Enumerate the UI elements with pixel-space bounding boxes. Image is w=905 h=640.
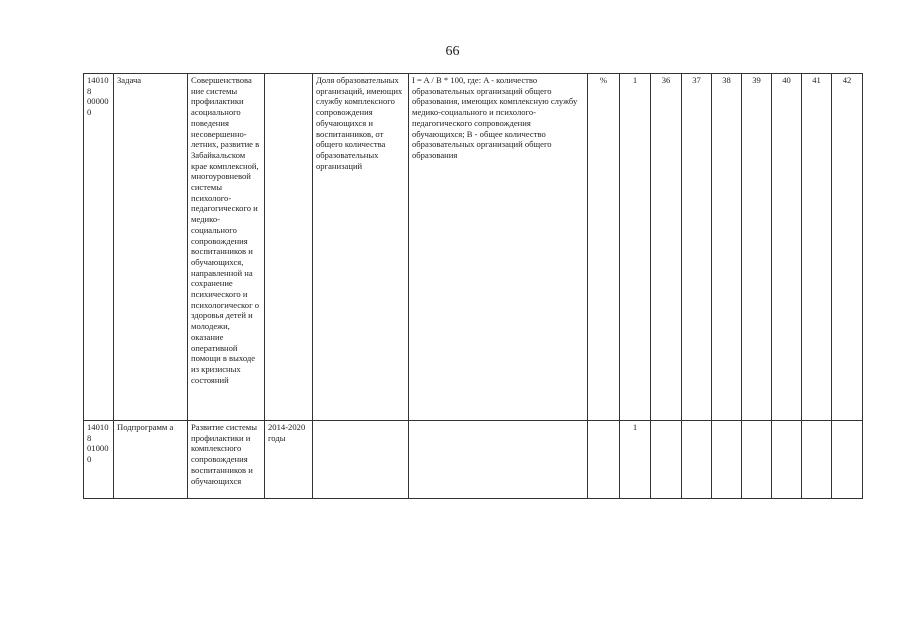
row-type-cell: Задача — [114, 74, 188, 421]
table-row — [84, 421, 863, 499]
row-period-cell: 2014-2020 годы — [265, 421, 313, 499]
indicators-table — [83, 73, 863, 499]
row-type-cell: Подпрограмм а — [114, 421, 188, 499]
row-value-cell: 40 — [772, 74, 802, 421]
row-value-cell: 38 — [712, 74, 742, 421]
row-value-cell — [832, 421, 863, 499]
row-value-cell: 1 — [620, 421, 651, 499]
row-indicator-cell: Доля образовательных организаций, имеющих службу комплексного сопровождения обучающихся и воспитанников, от общего количества образовательных организаций — [313, 74, 409, 421]
row-value-cell: 1 — [620, 74, 651, 421]
row-value-cell: 39 — [742, 74, 772, 421]
row-value-cell — [712, 421, 742, 499]
row-indicator-cell — [313, 421, 409, 499]
row-period-cell — [265, 74, 313, 421]
row-value-cell — [802, 421, 832, 499]
table-row — [84, 74, 863, 421]
row-value-cell: 36 — [651, 74, 682, 421]
row-value-cell: 42 — [832, 74, 863, 421]
row-name-cell: Совершенствова ние системы профилактики асоциального поведения несовершенно-летних, развитие в Забайкальском крае комплексной, многоуровневой системы психолого-педагогического и медико-социального сопровождения воспитанников и обучающихся, направленной на сохранение психического и психологическог о здоровья детей и молодежи, оказание оперативной помощи в выходе из кризисных состояний — [188, 74, 265, 421]
row-formula-cell — [409, 421, 588, 499]
row-value-cell: 37 — [682, 74, 712, 421]
row-code-cell: 140108 010000 — [84, 421, 114, 499]
row-code-cell: 140108 000000 — [84, 74, 114, 421]
row-value-cell — [742, 421, 772, 499]
page-number: 66 — [445, 44, 460, 59]
row-unit-cell — [588, 421, 620, 499]
row-value-cell — [682, 421, 712, 499]
row-unit-cell: % — [588, 74, 620, 421]
row-value-cell — [651, 421, 682, 499]
row-value-cell — [772, 421, 802, 499]
row-formula-cell: I = A / B * 100, где: A - количество образовательных организаций общего образования, имеющих комплексную службу медико-социального и психолого-педагогического сопровождения обучающихся; B - общее количество образовательных организаций общего образования — [409, 74, 588, 421]
row-name-cell: Развитие системы профилактики и комплексного сопровождения воспитанников и обучающихся — [188, 421, 265, 499]
row-value-cell: 41 — [802, 74, 832, 421]
